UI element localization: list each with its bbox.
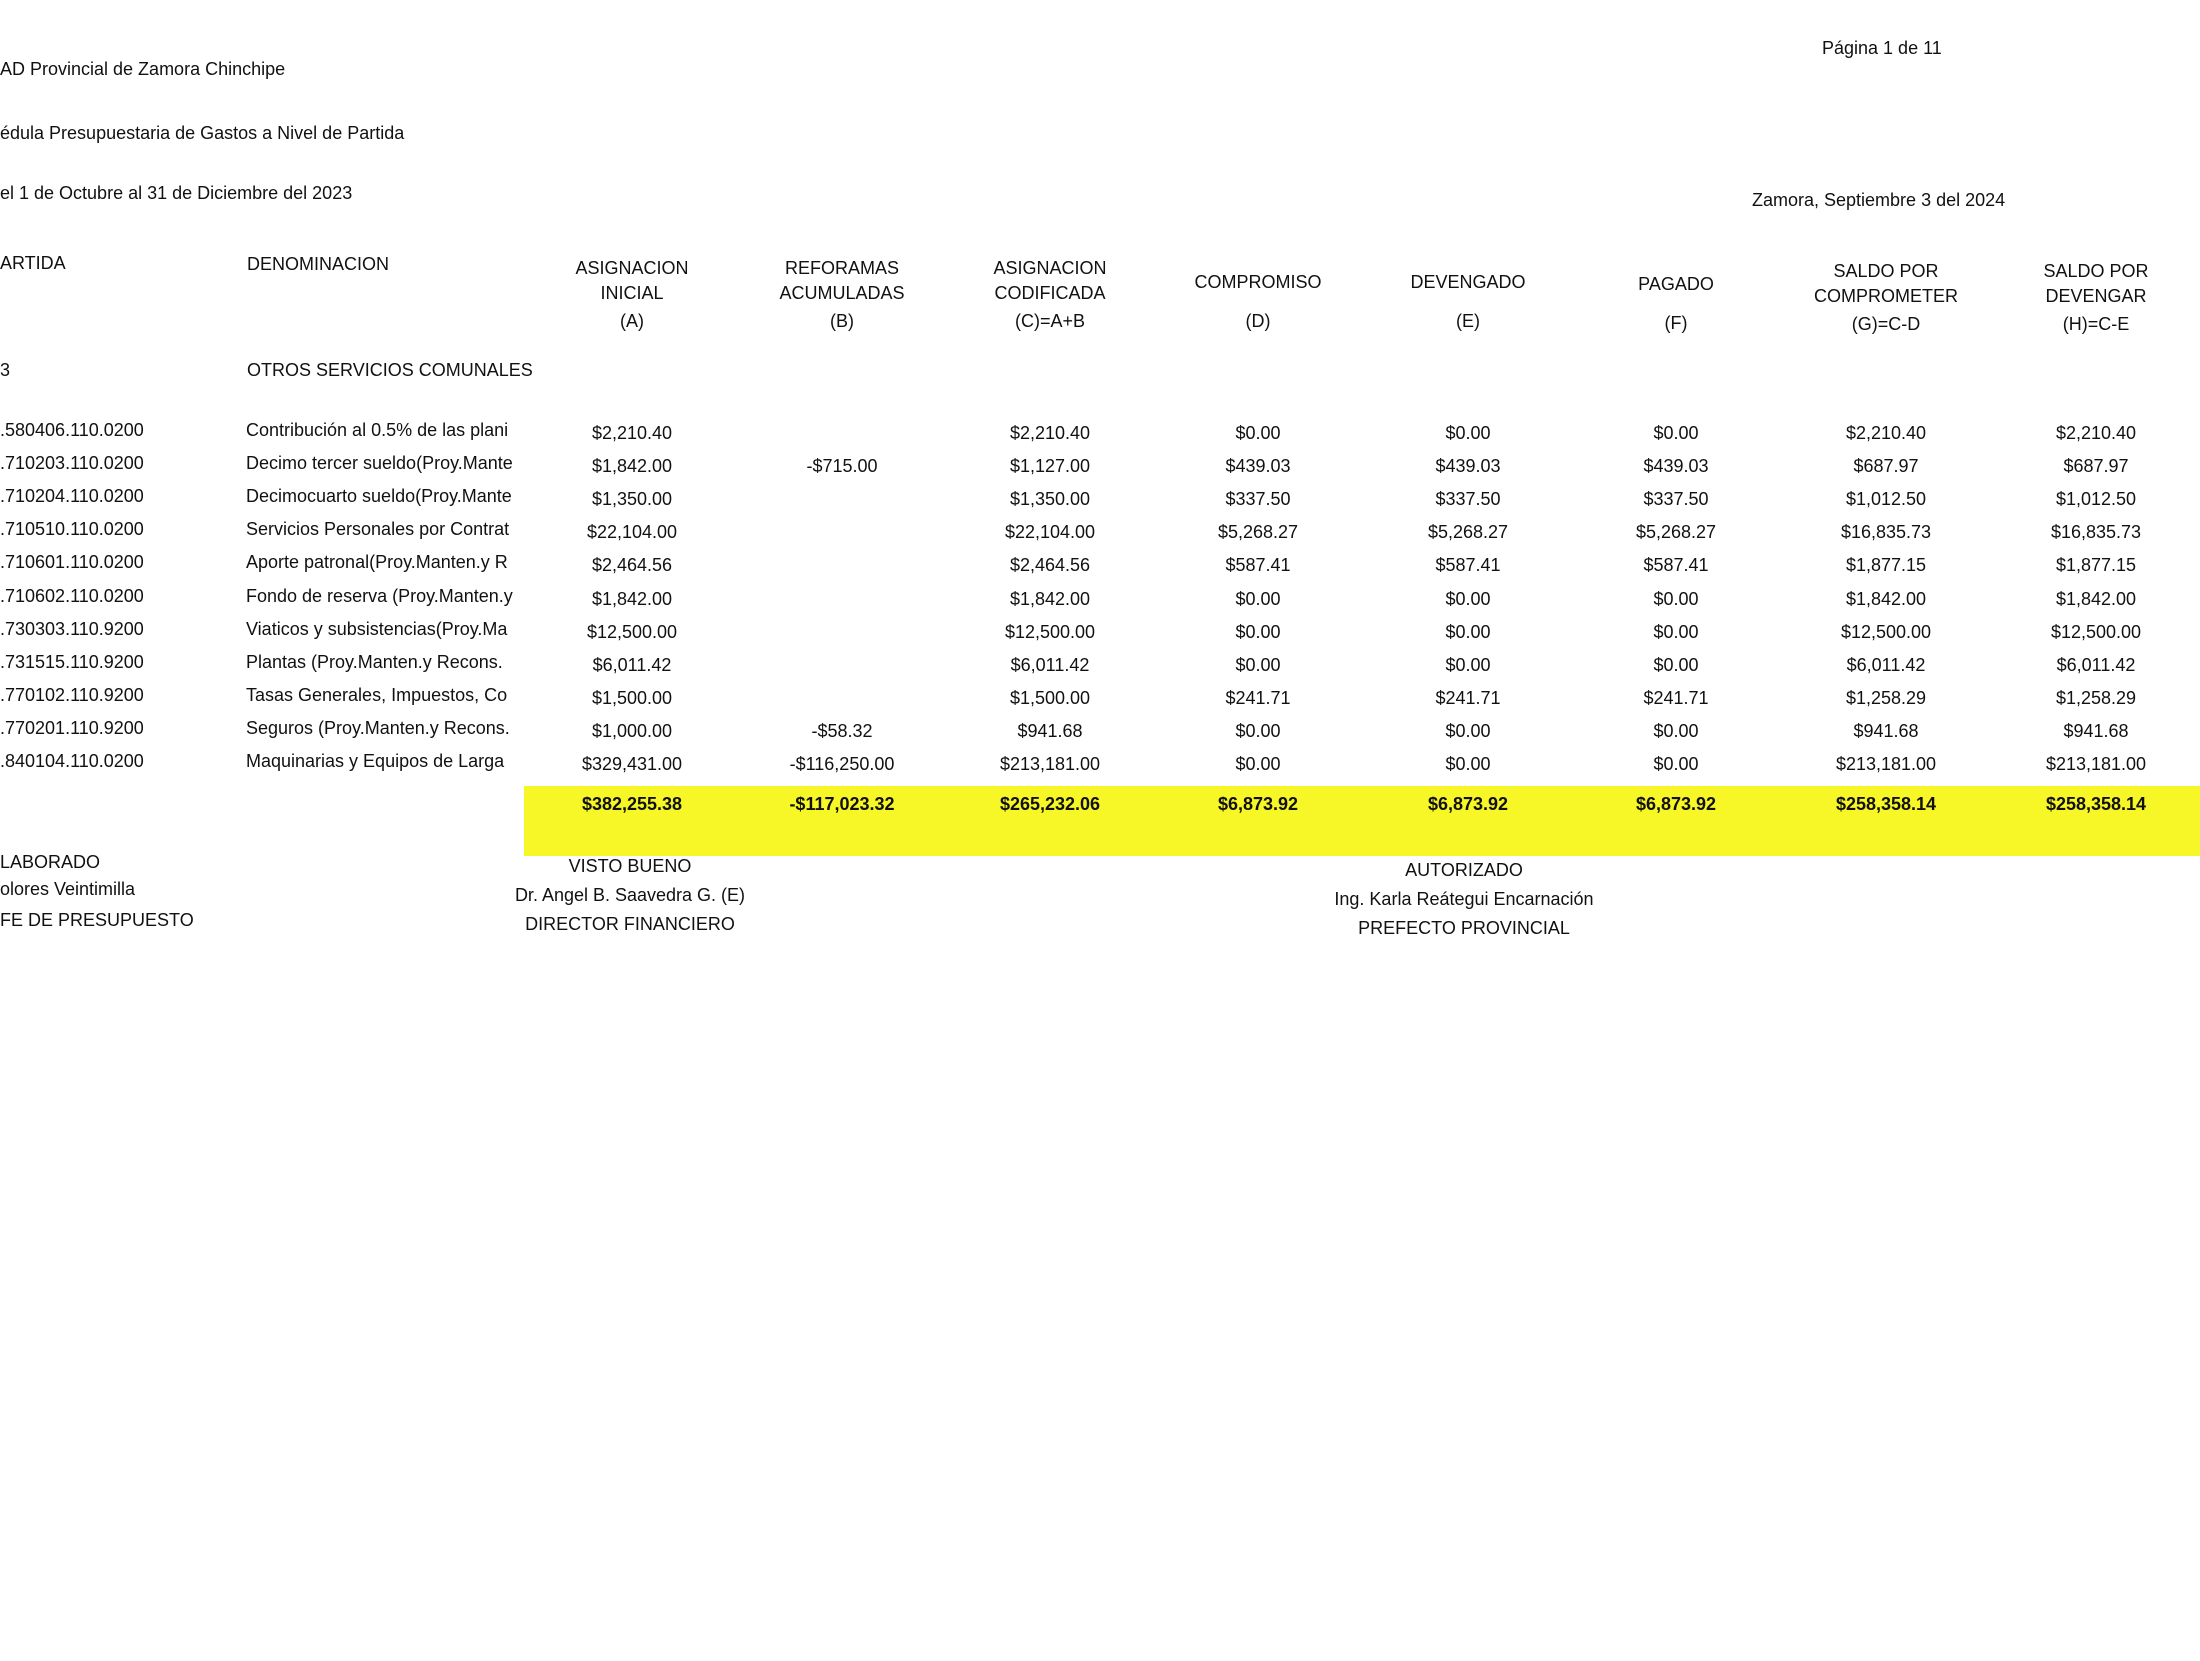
cell-d: $5,268.27 xyxy=(1217,522,1299,542)
cell-e: $5,268.27 xyxy=(1427,522,1509,542)
row-denominacion: Fondo de reserva (Proy.Manten.y xyxy=(246,586,513,606)
cell-g: $12,500.00 xyxy=(1840,622,1932,642)
row-code: .730303.110.9200 xyxy=(0,619,144,639)
cell-e: $0.00 xyxy=(1445,655,1491,675)
cell-a: $2,464.56 xyxy=(591,555,673,575)
row-denominacion: Seguros (Proy.Manten.y Recons. xyxy=(246,718,510,738)
row-denominacion: Aporte patronal(Proy.Manten.y R xyxy=(246,552,508,572)
sig-visto-name: Dr. Angel B. Saavedra G. (E) xyxy=(514,885,746,905)
cell-g: $687.97 xyxy=(1853,456,1919,476)
sig-elaborado-title: LABORADO xyxy=(0,852,101,872)
group-code: 3 xyxy=(0,360,11,380)
cell-h: $1,012.50 xyxy=(2055,489,2137,509)
cell-g: $1,258.29 xyxy=(1845,688,1927,708)
cell-h: $1,842.00 xyxy=(2055,589,2137,609)
cell-g: $6,011.42 xyxy=(1846,655,1926,675)
sig-autorizado-name: Ing. Karla Reátegui Encarnación xyxy=(1334,889,1594,909)
col-header-reformas: REFORAMAS ACUMULADAS (B) xyxy=(779,258,905,331)
cell-b: -$116,250.00 xyxy=(789,754,895,774)
sig-visto-role: DIRECTOR FINANCIERO xyxy=(525,914,735,934)
total-f: $6,873.92 xyxy=(1635,794,1717,814)
cell-a: $1,000.00 xyxy=(591,721,673,741)
cell-f: $587.41 xyxy=(1643,555,1709,575)
cell-a: $329,431.00 xyxy=(581,754,683,774)
org-name: AD Provincial de Zamora Chinchipe xyxy=(0,59,286,79)
row-code: .710602.110.0200 xyxy=(0,586,144,606)
cell-h: $213,181.00 xyxy=(2045,754,2147,774)
row-denominacion: Decimo tercer sueldo(Proy.Mante xyxy=(246,453,513,473)
cell-g: $941.68 xyxy=(1853,721,1919,741)
row-code: .710601.110.0200 xyxy=(0,552,144,572)
cell-c: $1,127.00 xyxy=(1009,456,1091,476)
cell-g: $213,181.00 xyxy=(1835,754,1937,774)
cell-e: $0.00 xyxy=(1445,622,1491,642)
row-code: .840104.110.0200 xyxy=(0,751,144,771)
cell-h: $16,835.73 xyxy=(2050,522,2142,542)
cell-f: $337.50 xyxy=(1643,489,1709,509)
sig-visto-title: VISTO BUENO xyxy=(568,856,692,876)
cell-c: $22,104.00 xyxy=(1004,522,1096,542)
cell-e: $587.41 xyxy=(1435,555,1501,575)
cell-c: $12,500.00 xyxy=(1004,622,1096,642)
row-code: .770201.110.9200 xyxy=(0,718,144,738)
cell-e: $337.50 xyxy=(1435,489,1501,509)
cell-d: $0.00 xyxy=(1235,423,1281,443)
cell-f: $439.03 xyxy=(1643,456,1709,476)
cell-h: $941.68 xyxy=(2063,721,2129,741)
col-header-compromiso: COMPROMISO (D) xyxy=(1194,272,1322,331)
cell-c: $1,500.00 xyxy=(1009,688,1091,708)
cell-h: $687.97 xyxy=(2063,456,2129,476)
total-e: $6,873.92 xyxy=(1427,794,1509,814)
cell-h: $12,500.00 xyxy=(2050,622,2142,642)
cell-d: $0.00 xyxy=(1235,622,1281,642)
cell-b: -$715.00 xyxy=(806,456,878,476)
total-a: $382,255.38 xyxy=(581,794,683,814)
cell-d: $439.03 xyxy=(1225,456,1291,476)
cell-a: $2,210.40 xyxy=(591,423,673,443)
total-b: -$117,023.32 xyxy=(789,794,895,814)
cell-a: $12,500.00 xyxy=(586,622,678,642)
row-denominacion: Viaticos y subsistencias(Proy.Ma xyxy=(246,619,508,639)
cell-f: $0.00 xyxy=(1653,655,1699,675)
col-header-devengado: DEVENGADO (E) xyxy=(1410,272,1526,331)
cell-c: $1,842.00 xyxy=(1009,589,1091,609)
row-code: .731515.110.9200 xyxy=(0,652,144,672)
cell-d: $0.00 xyxy=(1235,754,1281,774)
cell-e: $0.00 xyxy=(1445,754,1491,774)
col-header-saldo-devengar: SALDO POR DEVENGAR (H)=C-E xyxy=(2043,261,2149,334)
sig-autorizado-role: PREFECTO PROVINCIAL xyxy=(1358,918,1570,938)
cell-a: $1,842.00 xyxy=(591,589,673,609)
cell-e: $439.03 xyxy=(1435,456,1501,476)
place-date: Zamora, Septiembre 3 del 2024 xyxy=(1752,190,2006,210)
row-code: .710203.110.0200 xyxy=(0,453,144,473)
sig-autorizado-title: AUTORIZADO xyxy=(1405,860,1523,880)
col-header-asignacion-inicial: ASIGNACION INICIAL (A) xyxy=(575,258,689,331)
total-h: $258,358.14 xyxy=(2045,794,2147,814)
cell-d: $0.00 xyxy=(1235,721,1281,741)
row-code: .710204.110.0200 xyxy=(0,486,144,506)
cell-a: $6,011.42 xyxy=(592,655,672,675)
cell-e: $0.00 xyxy=(1445,721,1491,741)
col-header-partida: ARTIDA xyxy=(0,253,66,273)
cell-c: $2,210.40 xyxy=(1009,423,1091,443)
cell-h: $6,011.42 xyxy=(2056,655,2136,675)
cell-d: $241.71 xyxy=(1225,688,1291,708)
cell-h: $2,210.40 xyxy=(2055,423,2137,443)
row-code: .770102.110.9200 xyxy=(0,685,144,705)
row-denominacion: Servicios Personales por Contrat xyxy=(246,519,510,539)
row-code: .710510.110.0200 xyxy=(0,519,144,539)
group-name: OTROS SERVICIOS COMUNALES xyxy=(247,360,533,380)
cell-f: $0.00 xyxy=(1653,721,1699,741)
cell-f: $5,268.27 xyxy=(1635,522,1717,542)
cell-g: $1,842.00 xyxy=(1845,589,1927,609)
row-denominacion: Contribución al 0.5% de las plani xyxy=(246,420,509,440)
row-denominacion: Decimocuarto sueldo(Proy.Mante xyxy=(246,486,512,506)
cell-f: $0.00 xyxy=(1653,622,1699,642)
col-header-saldo-comprometer: SALDO POR COMPROMETER (G)=C-D xyxy=(1814,261,1958,334)
cell-d: $337.50 xyxy=(1225,489,1291,509)
page-number: Página 1 de 11 xyxy=(1822,38,1942,58)
cell-c: $941.68 xyxy=(1017,721,1083,741)
cell-g: $1,877.15 xyxy=(1845,555,1927,575)
cell-d: $587.41 xyxy=(1225,555,1291,575)
row-denominacion: Tasas Generales, Impuestos, Co xyxy=(246,685,508,705)
col-header-pagado: PAGADO (F) xyxy=(1638,274,1714,333)
cell-f: $0.00 xyxy=(1653,423,1699,443)
cell-g: $1,012.50 xyxy=(1845,489,1927,509)
cell-c: $2,464.56 xyxy=(1009,555,1091,575)
cell-h: $1,877.15 xyxy=(2055,555,2137,575)
cell-c: $6,011.42 xyxy=(1010,655,1090,675)
total-d: $6,873.92 xyxy=(1217,794,1299,814)
col-header-denominacion: DENOMINACION xyxy=(247,254,390,274)
cell-e: $0.00 xyxy=(1445,423,1491,443)
cell-d: $0.00 xyxy=(1235,655,1281,675)
cell-f: $241.71 xyxy=(1643,688,1709,708)
sig-elaborado-name: olores Veintimilla xyxy=(0,879,136,899)
report-period: el 1 de Octubre al 31 de Diciembre del 2023 xyxy=(0,183,353,203)
cell-a: $1,500.00 xyxy=(591,688,673,708)
cell-a: $1,350.00 xyxy=(591,489,673,509)
cell-g: $2,210.40 xyxy=(1845,423,1927,443)
cell-f: $0.00 xyxy=(1653,589,1699,609)
report-title: édula Presupuestaria de Gastos a Nivel de Partida xyxy=(0,123,405,143)
cell-a: $1,842.00 xyxy=(591,456,673,476)
row-denominacion: Plantas (Proy.Manten.y Recons. xyxy=(246,652,503,672)
cell-g: $16,835.73 xyxy=(1840,522,1932,542)
row-denominacion: Maquinarias y Equipos de Larga xyxy=(246,751,505,771)
cell-f: $0.00 xyxy=(1653,754,1699,774)
sig-elaborado-role: FE DE PRESUPUESTO xyxy=(0,910,194,930)
col-header-asignacion-codificada: ASIGNACION CODIFICADA (C)=A+B xyxy=(993,258,1107,331)
cell-d: $0.00 xyxy=(1235,589,1281,609)
cell-e: $241.71 xyxy=(1435,688,1501,708)
row-code: .580406.110.0200 xyxy=(0,420,144,440)
cell-c: $213,181.00 xyxy=(999,754,1101,774)
cell-a: $22,104.00 xyxy=(586,522,678,542)
cell-h: $1,258.29 xyxy=(2055,688,2137,708)
total-c: $265,232.06 xyxy=(999,794,1101,814)
cell-e: $0.00 xyxy=(1445,589,1491,609)
cell-b: -$58.32 xyxy=(811,721,873,741)
cell-c: $1,350.00 xyxy=(1009,489,1091,509)
total-g: $258,358.14 xyxy=(1835,794,1937,814)
